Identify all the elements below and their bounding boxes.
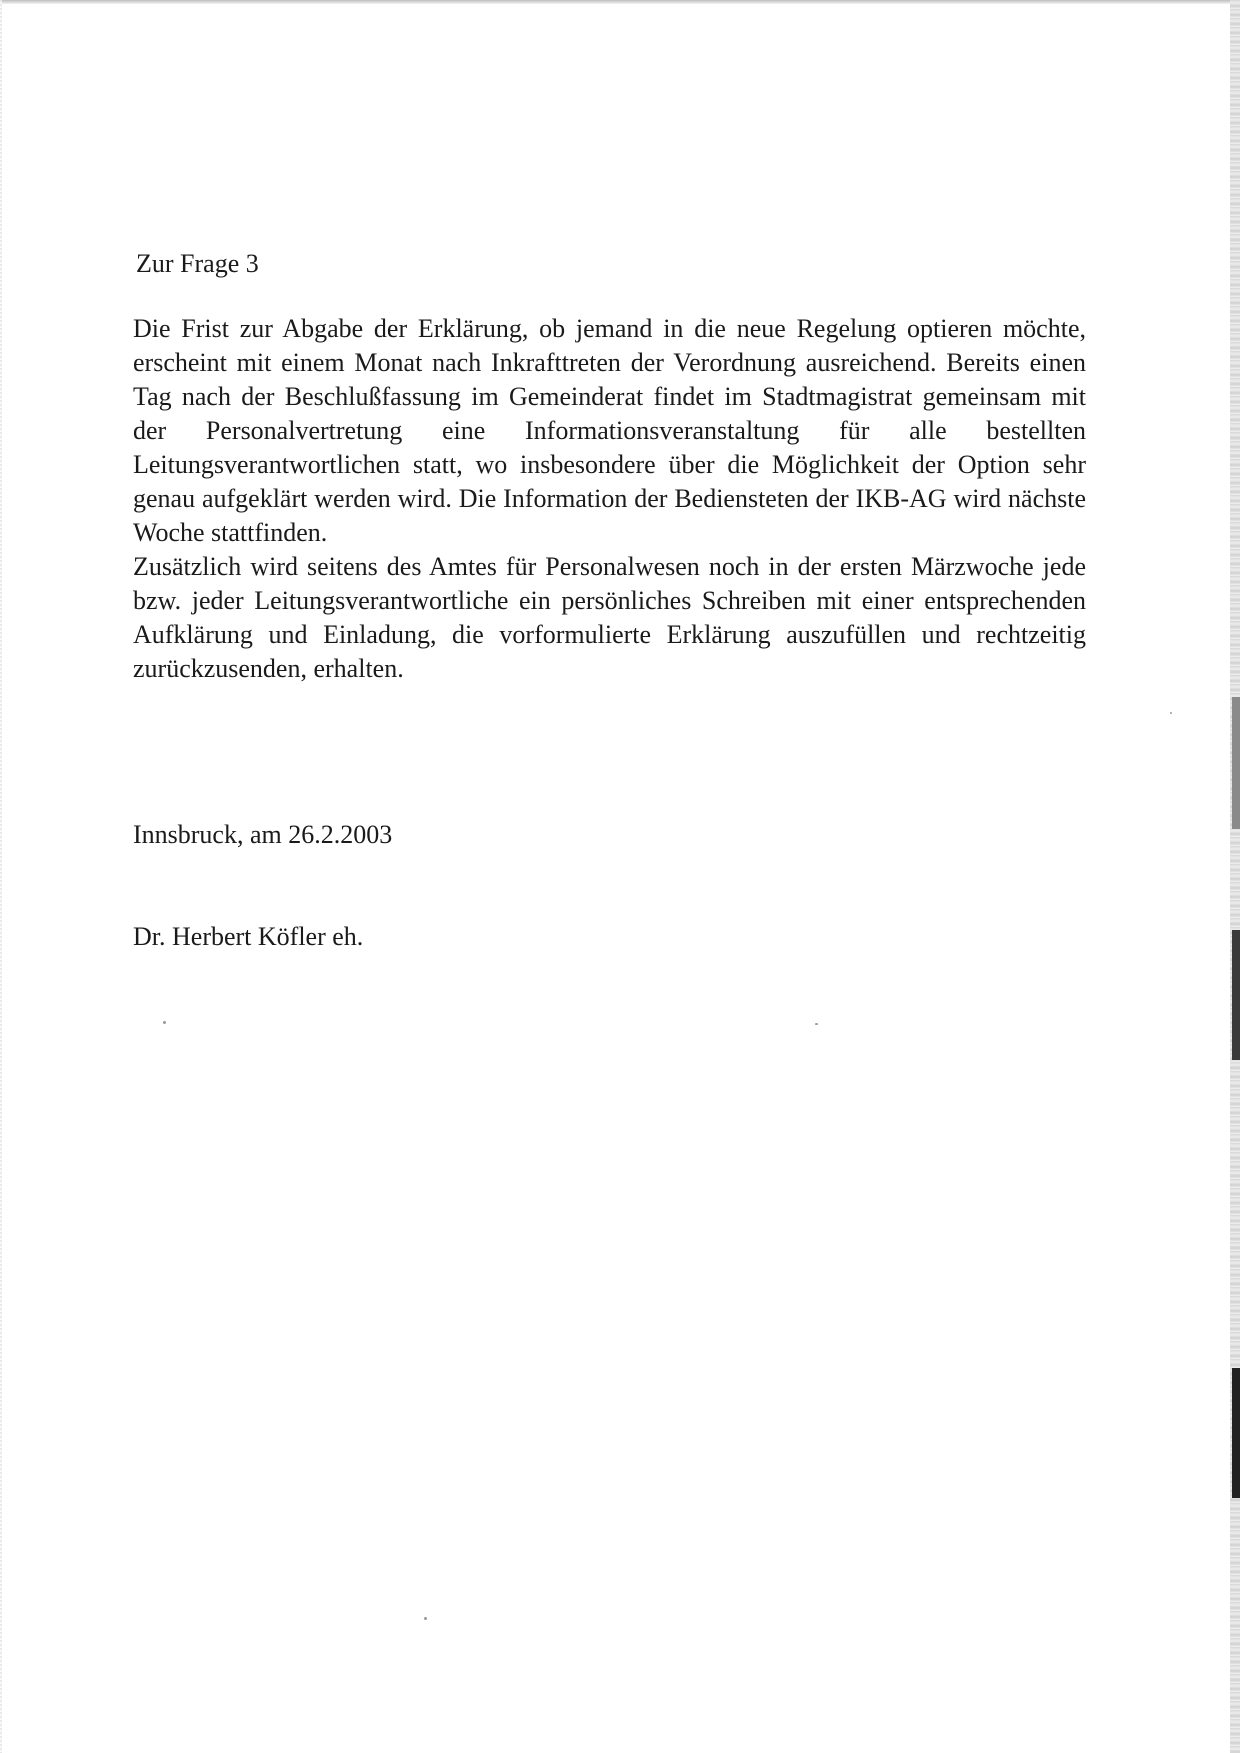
scan-mark: [1232, 1368, 1240, 1498]
paragraph-deadline: Die Frist zur Abgabe der Erklärung, ob jemand in die neue Regelung optieren möchte, erscheint mit einem Monat nach Inkrafttreten der Verordnung ausreichend. Bereits einen Tag nach der Beschlußfassung im Gemeinderat findet im Stadtmagistrat gemeinsam mit der Personalvertretung eine Informationsveranstaltung für alle bestellten Leitungsverantwortlichen statt, wo insbesondere über die Möglichkeit der Option sehr genau aufgeklärt werden wird. Die Information der Bediensteten der IKB-AG wird nächste Woche stattfinden.: [133, 314, 1086, 547]
place-date: Innsbruck, am 26.2.2003: [133, 820, 393, 849]
scan-speck: [424, 1617, 427, 1620]
paragraph-letter: Zusätzlich wird seitens des Amtes für Personalwesen noch in der ersten Märzwoche jede bzw. jeder Leitungsverantwortliche ein persönliches Schreiben mit einer entsprechenden Aufklärung und Einladung, die vorformulierte Erklärung auszufüllen und rechtzeitig zurückzusenden, erhalten.: [133, 552, 1086, 683]
page-heading: Zur Frage 3: [136, 249, 259, 278]
scan-speck: [1170, 712, 1172, 714]
scan-edge-left: [0, 0, 2, 1753]
scan-speck: [815, 1023, 818, 1025]
scan-edge-top: [0, 0, 1240, 4]
scan-speck: [163, 1021, 166, 1024]
scan-mark: [1232, 930, 1240, 1060]
signature: Dr. Herbert Köfler eh.: [133, 922, 364, 951]
scan-mark: [1232, 697, 1240, 829]
document-body: [133, 247, 1086, 686]
